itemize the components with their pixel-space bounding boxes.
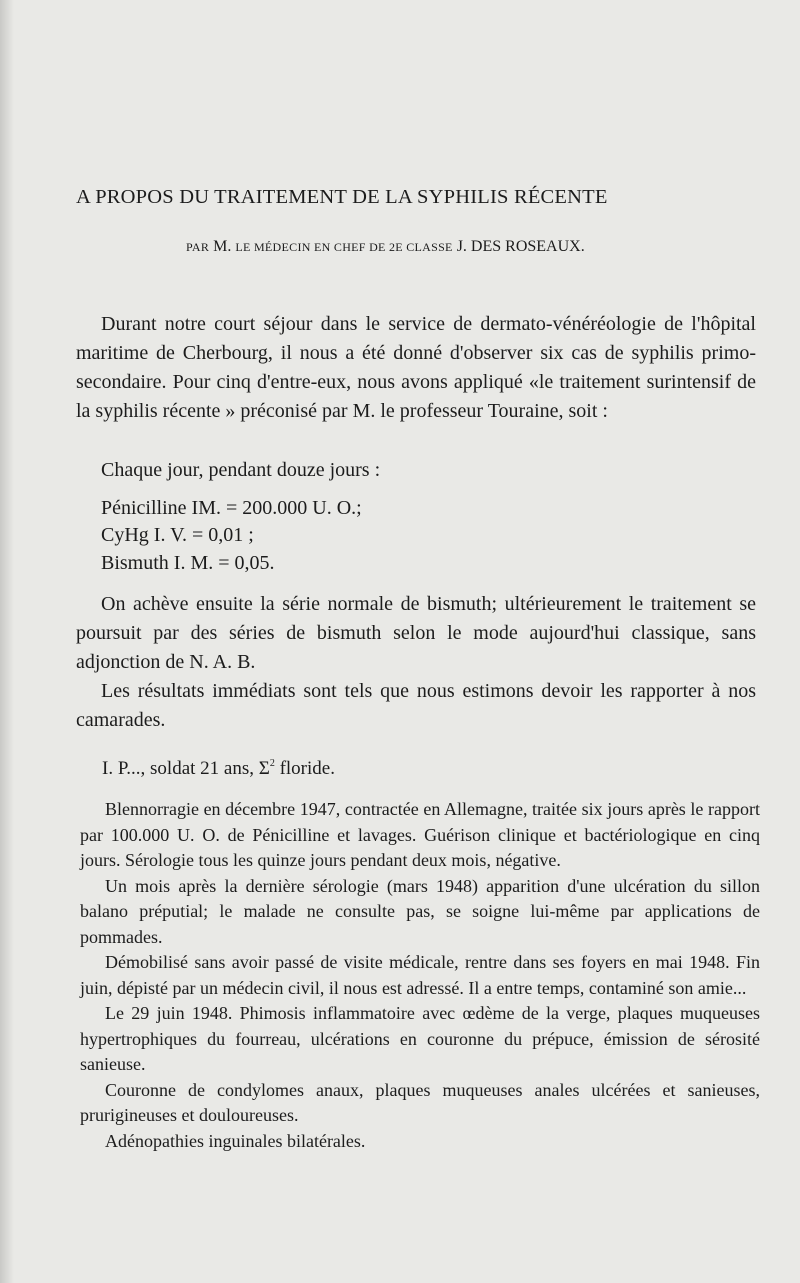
protocol-label-text: Chaque jour, pendant douze jours : bbox=[101, 459, 381, 481]
intro-text: Durant notre court séjour dans le service de dermato-vénéréologie de l'hôpital maritime de Cherbourg, il nous a été donné d'observer six cas de syphilis primo-secondaire. Pour cinq d'entre-eux, nous avons appliqué «le traitement surintensif de la syphilis récente » préconisé par M. le professeur Touraine, soit : bbox=[76, 313, 756, 422]
protocol-label bbox=[76, 456, 756, 485]
dose-bismuth: Bismuth I. M. = 0,05. bbox=[101, 552, 275, 574]
case-heading bbox=[102, 758, 335, 780]
case-paragraph: Couronne de condylomes anaux, plaques muqueuses anales ulcérées et sanieuses, prurigineuses et douloureuses. bbox=[80, 1079, 760, 1125]
after-paragraph-2: Les résultats immédiats sont tels que nous estimons devoir les rapporter à nos camarades. bbox=[76, 680, 756, 731]
case-paragraph: Un mois après la dernière sérologie (mars 1948) apparition d'une ulcération du sillon balano préputial; le malade ne consulte pas, se soigne lui-même par applications de pommades. bbox=[80, 875, 760, 947]
byline-m: M. bbox=[213, 238, 232, 255]
case-body bbox=[80, 797, 760, 1154]
dose-penicilline: Pénicilline IM. = 200.000 U. O.; bbox=[101, 497, 362, 519]
dose-line bbox=[76, 494, 756, 523]
byline-par: PAR bbox=[186, 240, 210, 254]
page-edge-shadow bbox=[0, 0, 14, 1283]
dose-cyhg: CyHg I. V. = 0,01 ; bbox=[101, 524, 254, 546]
case-paragraph: Démobilisé sans avoir passé de visite médicale, rentre dans ses foyers en mai 1948. Fin juin, dépisté par un médecin civil, il nous est adressé. Il a entre temps, contaminé son amie... bbox=[80, 952, 760, 998]
article-title: A PROPOS DU TRAITEMENT DE LA SYPHILIS RÉCENTE bbox=[76, 186, 608, 208]
case-paragraph: Le 29 juin 1948. Phimosis inflammatoire avec œdème de la verge, plaques muqueuses hypertrophiques du fourreau, ulcérations en couronne du prépuce, émission de sérosité sanieuse. bbox=[80, 1003, 760, 1074]
dose-line bbox=[76, 521, 756, 550]
intro-paragraph bbox=[76, 310, 756, 426]
case-heading-main: I. P..., soldat 21 ans, Σ bbox=[102, 758, 270, 779]
article-byline bbox=[186, 238, 746, 256]
after-paragraphs bbox=[76, 590, 756, 735]
dose-line bbox=[76, 549, 756, 578]
after-paragraph-1: On achève ensuite la série normale de bismuth; ultérieurement le traitement se poursuit par des séries de bismuth selon le mode aujourd'hui classique, sans adjonction de N. A. B. bbox=[76, 593, 756, 673]
case-heading-sup: 2 bbox=[269, 758, 275, 769]
case-paragraph: Blennorragie en décembre 1947, contractée en Allemagne, traitée six jours après le rapport par 100.000 U. O. de Pénicilline et lavages. Guérison clinique et bactériologique en cinq jours. Sérologie tous les quinze jours pendant deux mois, négative. bbox=[80, 799, 760, 870]
byline-rank: LE MÉDECIN EN CHEF DE 2E CLASSE bbox=[235, 240, 453, 254]
byline-author: J. DES ROSEAUX. bbox=[456, 238, 585, 255]
case-paragraph: Adénopathies inguinales bilatérales. bbox=[105, 1130, 366, 1151]
case-heading-tail: floride. bbox=[274, 758, 335, 779]
